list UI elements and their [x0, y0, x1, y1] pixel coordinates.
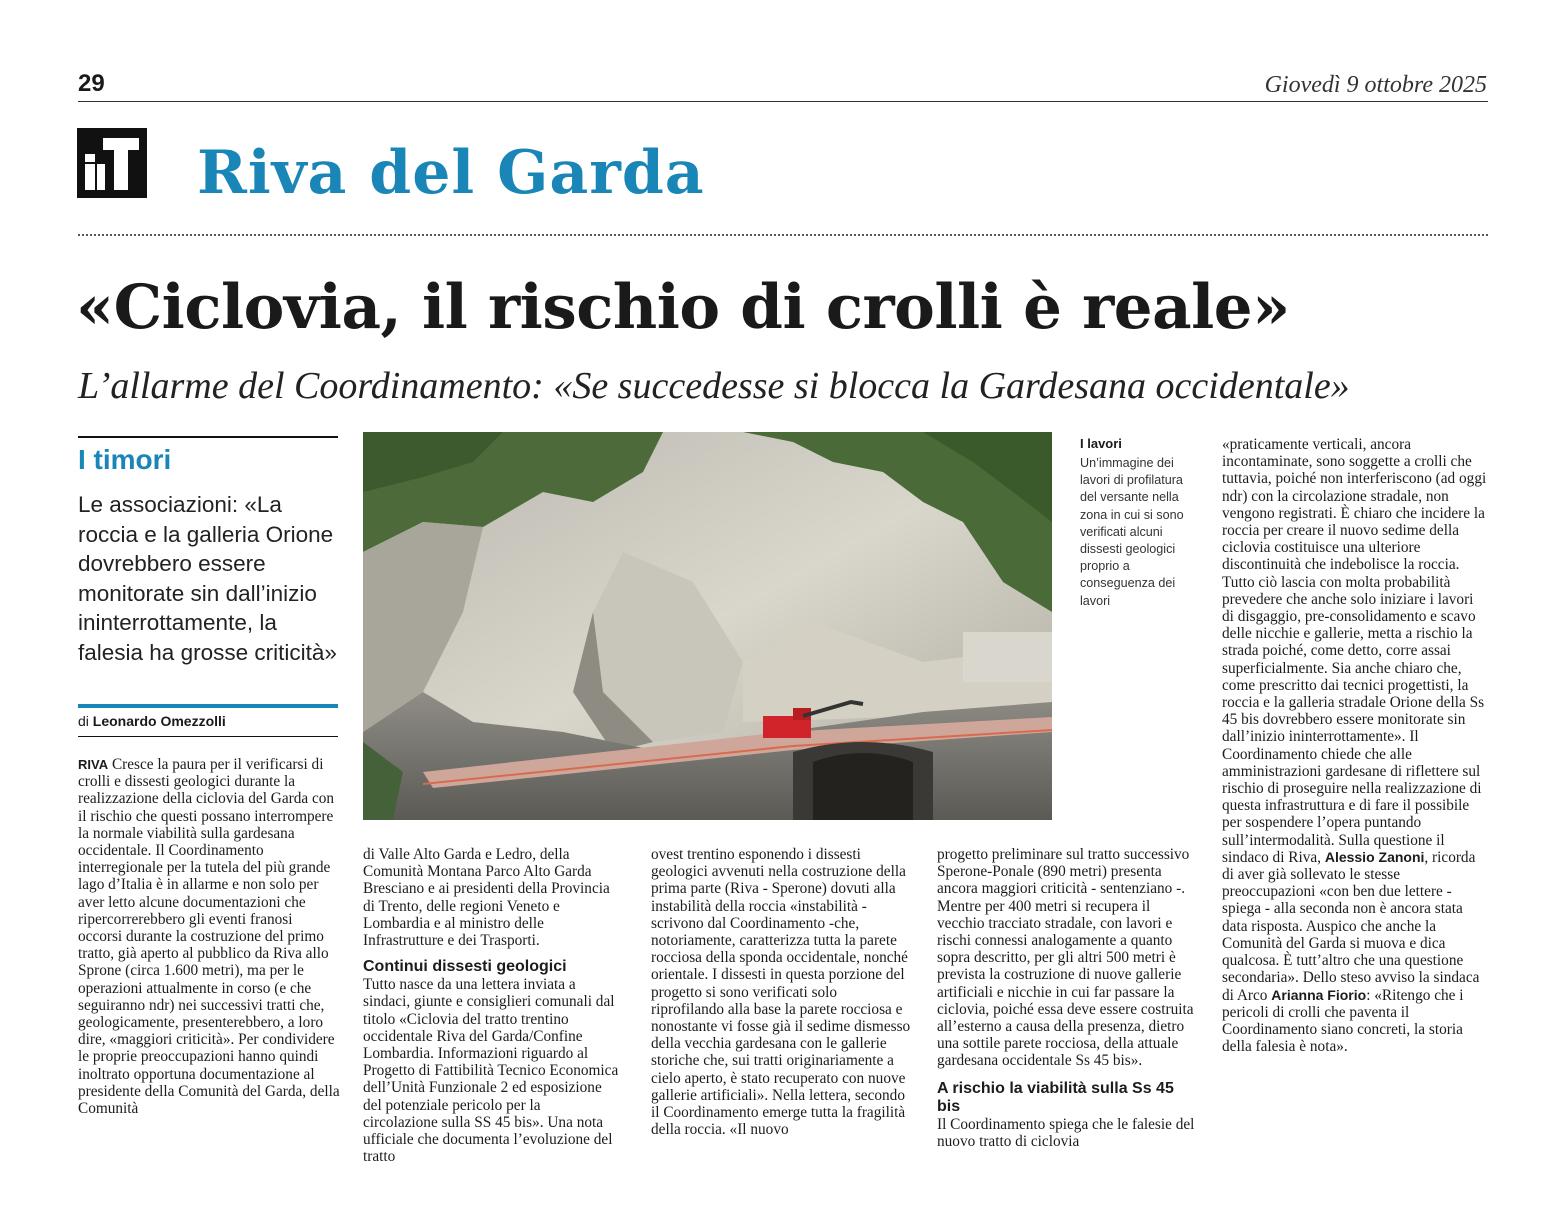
cliff-photo-illustration [363, 432, 1052, 820]
body-column-3 [651, 846, 913, 1138]
dateline: RIVA [78, 757, 109, 772]
body-text: : «Ritengo che i pericoli di crolli che paventa il Coordinamento siano concreti, la storia della falesia è nota». [1222, 986, 1464, 1056]
article-subheadline: L’allarme del Coordinamento: «Se succedesse si blocca la Gardesana occidentale» [78, 365, 1350, 407]
person-name: Arianna Fiorio [1271, 986, 1367, 1003]
body-text: di Valle Alto Garda e Ledro, della Comunità Montana Parco Alto Garda Bresciano e ai presidenti della Provincia di Trento, delle regioni Veneto e Lombardia e al ministro delle Infrastrutture e dei Trasporti. [363, 846, 610, 950]
byline-author: Leonardo Omezzolli [92, 713, 226, 729]
body-column-1 [78, 756, 340, 1117]
logo-l-stem [97, 164, 105, 190]
body-text: Cresce la paura per il verificarsi di crolli e dissesti geologici durante la realizzazione della ciclovia del Garda con il rischio che questi possano interrompere la normale viabilità sulla gardesana occidentale. Il Coordinamento interregionale per la tutela del più grande lago d’Italia è in allarme e non solo per aver letto alcune documentazioni che ripercorrerebbero gli eventi franosi occorsi durante la costruzione del primo tratto, già aperto al pubblico da Riva allo Sprone (circa 1.600 metri), ma per le operazioni attualmente in corso (e che seguiranno ndr) nei successivi tratti che, geologicamente, presenterebbero, a loro dire, «maggiori criticità». Per condividere le proprie preoccupazioni hanno quindi inoltrato opportuna documentazione al presidente della Comunità del Garda, della Comunità [78, 756, 340, 1118]
page-number: 29 [78, 70, 105, 97]
body-text: Il Coordinamento spiega che le falesie del nuovo tratto di ciclovia [937, 1115, 1195, 1150]
body-text: «praticamente verticali, ancora incontaminate, sono soggette a crolli che tuttavia, poiché non interferiscono (ad oggi ndr) con la circolazione stradale, non vengono registrati. È chiaro che incidere la roccia per creare il nuovo sedime della ciclovia costituisce una ulteriore discontinuità che indebolisce la roccia. Tutto ciò lascia con molta probabilità prevedere che anche solo iniziare i lavori di disgaggio, pre-consolidamento e scavo delle nicchie e gallerie, metta a rischio la strada poiché, come detto, corre assai superficialmente. Sia anche chiaro che, come prescritto dai tecnici progettisti, la roccia e la galleria stradale Orione della Ss 45 bis dovrebbero essere monitorate sin dall’inizio ininterrottamente». Il Coordinamento chiede che alle amministrazioni gardesane di riflettere sul rischio di proseguire nella realizzazione di questa infrastruttura e di fare il possibile per sospendere l’opera puntando sull’intermodalità. Sulla questione il sindaco di Riva, [1222, 436, 1487, 866]
section-title: Riva del Garda [197, 138, 705, 208]
sidebar-label: I timori [78, 444, 172, 475]
issue-date: Giovedì 9 ottobre 2025 [1264, 72, 1487, 98]
byline [78, 713, 226, 729]
photo-caption-text: Un’immagine dei lavori di profilatura del versante nella zona in cui si sono verificati alcuni dissesti geologici proprio a conseguenza dei lavori [1080, 456, 1184, 608]
body-text: , ricorda di aver già sollevato le stesse preoccupazioni «con ben due lettere - spiega - alla seconda non è ancora stata data risposta. Auspico che anche la Comunità del Garda si muova e dica qualcosa. È tutt’altro che una questione secondaria». Dello steso avviso la sindaca di Arco [1222, 848, 1480, 1004]
sidebar-quote: Le associazioni: «La roccia e la galleria Orione dovrebbero essere monitorate sin dall’inizio ininterrottamente, la falesia ha grosse criticità» [78, 492, 337, 665]
logo-i-stem [85, 164, 95, 190]
logo-i-dot [85, 154, 95, 162]
sidebar-bottom-rule [78, 704, 338, 708]
article-photo [363, 432, 1052, 820]
byline-rule [78, 736, 338, 737]
body-text: Tutto nasce da una lettera inviata a sindaci, giunte e consiglieri comunali dal titolo «Ciclovia del tratto trentino occidentale Riva del Garda/Confine Lombardia. Informazioni riguardo al Progetto di Fattibilità Tecnico Economica dell’Unità Funzionale 2 ed esposizione del potenziale pericolo per la circolazione sulla SS 45 bis». Una nota ufficiale che documenta l’evoluzione del tratto [363, 976, 619, 1166]
body-text: progetto preliminare sul tratto successivo Sperone-Ponale (890 metri) presenta ancora maggiori criticità - sentenziano -. Mentre per 400 metri si recupera il vecchio tracciato stradale, con lavori e rischi connessi analogamente a quanto sopra descritto, per gli altri 500 metri è prevista la costruzione di nuove gallerie artificiali e nicchie in cui far passare la ciclovia, poiché essa deve essere costruita all’esterno a causa della presenza, dietro una sottile parete rocciosa, della attuale gardesana occidentale Ss 45 bis». [937, 846, 1194, 1070]
body-text: ovest trentino esponendo i dissesti geologici avvenuti nella costruzione della prima parte (Riva - Sperone) dovuti alla instabilità della roccia «instabilità - scrivono dal Coordinamento -che, notoriamente, caratterizza tutta la parete rocciosa della sponda occidentale, nonché orientale. I dissesti in questa porzione del progetto si sono verificati solo riprofilando alla base la parete rocciosa e nonostante vi fosse già il sedime dismesso della vecchia gardesana con le gallerie storiche che, sui tratti originariamente a cielo aperto, è stato recuperato con nuove gallerie artificiali». Nella lettera, secondo il Coordinamento emerge tutta la fragilità della roccia. «Il nuovo [651, 846, 911, 1139]
article-headline: «Ciclovia, il rischio di crolli è reale» [76, 272, 1290, 343]
newspaper-logo [77, 128, 147, 198]
subheading-a-rischio: A rischio la viabilità sulla Ss 45 bis [937, 1079, 1174, 1115]
person-name: Alessio Zanoni [1324, 848, 1425, 865]
body-column-4 [937, 846, 1199, 1150]
byline-prefix: di [78, 713, 89, 729]
section-divider [78, 234, 1488, 236]
sidebar-top-rule [78, 436, 338, 438]
subheading-continui-dissesti: Continui dissesti geologici [363, 958, 567, 976]
top-divider [78, 101, 1488, 102]
photo-caption-title: I lavori [1080, 436, 1122, 451]
body-column-2 [363, 846, 619, 1165]
body-column-5 [1222, 436, 1488, 1055]
logo-t-stem [114, 148, 128, 190]
